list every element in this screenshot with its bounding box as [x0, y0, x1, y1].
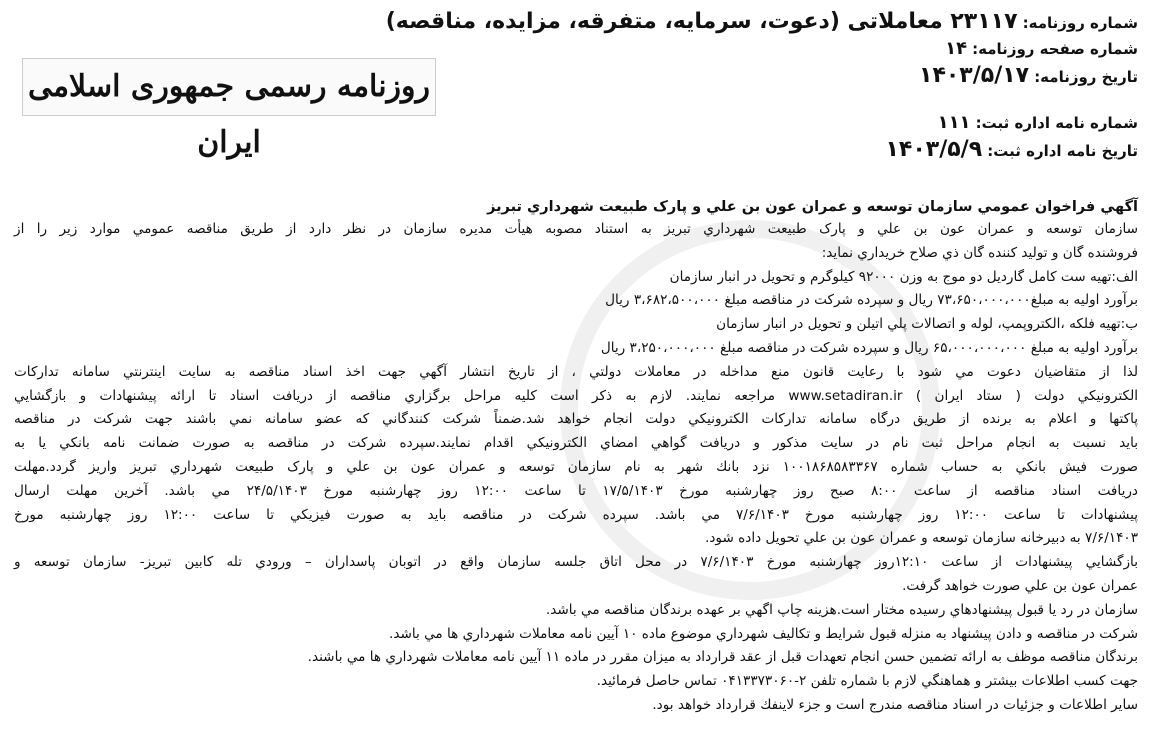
notice-line: سازمان در رد يا قبول پيشنهادهاي رسيده مختار است.هزينه چاپ اگهي بر عهده برندگان مناقصه مي باشد. — [545, 601, 1138, 618]
notice-line: ب:تهيه فلكه ،الكتروپمپ، لوله و اتصالات پلي اتيلن و تحويل در انبار سازمان — [716, 316, 1138, 333]
page-label: شماره صفحه روزنامه: — [972, 40, 1138, 58]
notice-line: بايد نسبت به انجام مراحل ثبت نام در سايت مذكور و دريافت گواهي امضاي الكترونيكي اقدام نمايند.سپرده شركت در مناقصه به صورت ضمانت نامه بانكي يا به — [14, 435, 1138, 452]
newspaper-meta — [385, 8, 1138, 163]
newspaper-logo: روزنامه رسمی جمهوری اسلامی ایران — [22, 58, 436, 116]
notice-line: شركت در مناقصه و دادن پيشنهاد به منزله قبول شرايط و تكاليف شهرداري موضوع ماده ۱۰ آيين نامه معاملات شهرداري ها مي باشد. — [389, 625, 1138, 642]
notice-line: برآورد اوليه به مبلغ ۶۵،۰۰۰،۰۰۰،۰۰۰ ريال و سپرده شركت در مناقصه مبلغ ۳،۲۵۰،۰۰۰،۰۰۰ ريال — [600, 339, 1138, 356]
registry-date-value: ۱۴۰۳/۵/۹ — [885, 137, 983, 162]
notice-line: لذا از متقاضيان دعوت مي شود با رعايت قانون منع مداخله در معاملات دولتي ، از تاريخ انتشار آگهي جهت اخذ اسناد مناقصه به سايت اينترنتي سامانه تداركات — [14, 363, 1138, 380]
registry-number-row — [518, 109, 1138, 136]
date-value: ۱۴۰۳/۵/۱۷ — [919, 63, 1030, 88]
issue-row — [385, 8, 1138, 35]
notice-title: آگهي فراخوان عمومي سازمان توسعه و عمران عون بن علي و پارک طبيعت شهرداري تبريز — [487, 199, 1138, 215]
notice-line: بازگشايي پيشنهادات از ساعت ۱۲:۱۰روز چهارشنبه مورخ ۷/۶/۱۴۰۳ در محل اتاق جلسه سازمان واقع در اتوبان پاسداران – ورودي تله كابين تبريز- سازمان توسعه و — [14, 554, 1138, 571]
page-row — [518, 35, 1138, 62]
notice-line: ساير اطلاعات و جزئيات در اسناد مناقصه مندرج است و جزء لاينفك قرارداد خواهد بود. — [652, 696, 1138, 713]
notice-line: جهت كسب اطلاعات بيشتر و هماهنگي لازم با شماره تلفن ۲-۰۴۱۳۳۷۳۰۶۰ تماس حاصل فرمائيد. — [596, 673, 1138, 690]
page-value: ۱۴ — [945, 38, 968, 59]
notice-line: برآورد اوليه به مبلغ۷۳،۶۵۰،۰۰۰،۰۰۰ ريال و سپرده شركت در مناقصه مبلغ ۳،۶۸۲،۵۰۰،۰۰۰ ريال — [605, 292, 1138, 309]
registry-number-value: ۱۱۱ — [937, 112, 971, 133]
notice-line: سازمان توسعه و عمران عون بن علي و پارک طبيعت شهرداري تبريز به استناد مصوبه هيأت مديره سازمان در نظر دارد از طريق مناقصه عمومي موارد زير را از — [14, 221, 1138, 237]
date-row — [518, 62, 1138, 89]
notice-line: دريافت اسناد مناقصه از ساعت ۸:۰۰ صبح روز چهارشنبه مورخ ۱۷/۵/۱۴۰۳ تا ساعت ۱۲:۰۰ روز چهارشنبه مورخ ۲۴/۵/۱۴۰۳ مي باشد. آخرين مهلت ارسال — [14, 482, 1138, 499]
issue-label: شماره روزنامه: — [1022, 14, 1138, 32]
notice-line: الكترونيكي دولت ( ستاد ايران ) www.setadiran.ir مراجعه نمايند. لازم به ذكر است كليه مراحل برگزاري مناقصه از دريافت اسناد تا ارائه پيشنهادات و بازگشايي — [14, 387, 1138, 404]
notice-line: پيشنهادات تا ساعت ۱۲:۰۰ روز چهارشنبه مورخ ۷/۶/۱۴۰۳ مي باشد. سپرده شركت در مناقصه بايد به صورت فيزيكي تا ساعت ۱۲:۰۰ روز چهارشنبه مورخ — [14, 506, 1139, 523]
notice-line: ۷/۶/۱۴۰۳ به دبيرخانه سازمان توسعه و عمران عون بن علي تحويل داده شود. — [705, 530, 1138, 547]
notice — [14, 196, 1138, 718]
notice-line: برندگان مناقصه موظف به ارائه تضمين حسن انجام تعهدات قبل از عقد قرارداد به ميزان مقرر در ماده ۱۱ آيين نامه معاملات شهرداري ها مي باشند. — [307, 649, 1138, 666]
issue-value: ۲۳۱۱۷ معاملاتی (دعوت، سرمایه، متفرقه، مزایده، مناقصه) — [385, 9, 1018, 34]
date-label: تاریخ روزنامه: — [1034, 68, 1138, 86]
notice-line: پاكتها و اعلام به برنده از طريق درگاه سامانه تداركات الكترونيكي دولت انجام خواهد شد.ضمناً شركت كنندگاني كه عضو سامانه نمي باشند جهت شركت در مناقصه — [14, 411, 1138, 428]
notice-line: الف:تهيه ست كامل گارديل دو موج به وزن ۹۲۰۰۰ كيلوگرم و تحويل در انبار سازمان — [669, 268, 1138, 285]
registry-date-label: تاریخ نامه اداره ثبت: — [987, 142, 1138, 160]
notice-line: فروشنده گان و توليد کننده گان ذي صلاح خريداري نمايد: — [821, 244, 1138, 261]
registry-date-row — [518, 136, 1138, 163]
registry-number-label: شماره نامه اداره ثبت: — [975, 114, 1138, 132]
notice-line: صورت فيش بانكي به حساب شماره ۱۰۰۱۸۶۸۵۸۳۳۶۷ نزد بانك شهر به نام سازمان توسعه و عمران عون بن علي و پارک طبيعت شهرداري تبريز واريز گردد.مهلت — [14, 458, 1138, 475]
notice-line: عمران عون بن علي صورت خواهد گرفت. — [902, 577, 1138, 594]
